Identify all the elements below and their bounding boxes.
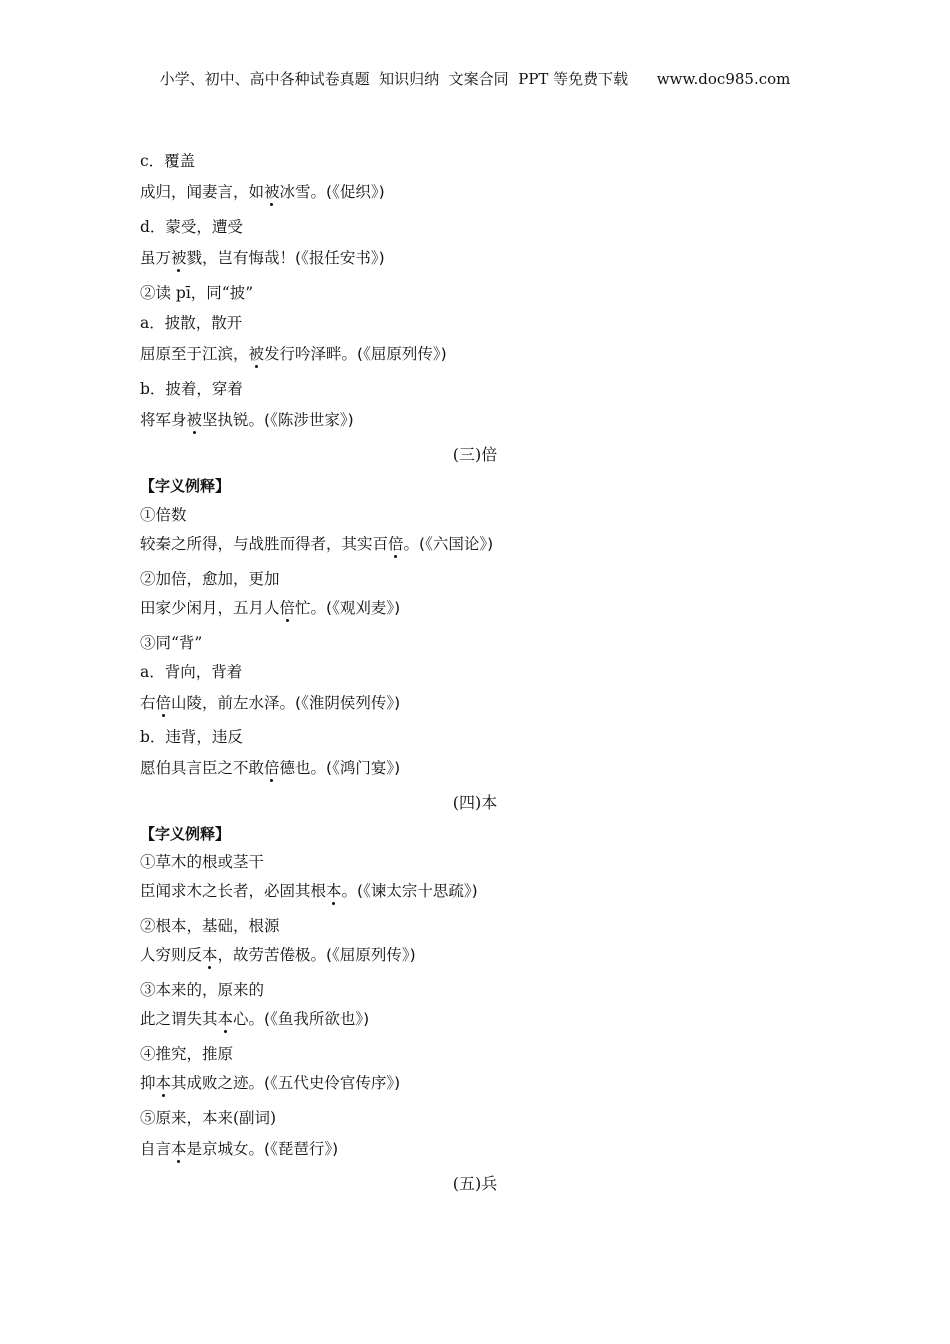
emphasized-character: 本: [171, 1140, 187, 1158]
emphasized-character: 本: [202, 946, 218, 964]
emphasized-character: 本: [217, 1010, 234, 1028]
section-heading: (五)兵: [452, 1174, 498, 1193]
sense-line: ④推究，推原: [140, 1045, 234, 1063]
sense-line: c．覆盖: [140, 152, 196, 170]
example-text: 右: [140, 694, 156, 712]
sense-line: ②加倍，愈加，更加: [140, 570, 280, 588]
example-text: 戮，岂有悔哉！(《报任安书》): [186, 249, 385, 267]
example-text: 愿伯具言臣之不敢: [140, 759, 265, 777]
sense-line: ③本来的，原来的: [140, 981, 265, 999]
sense-line: b．违背，违反: [140, 728, 243, 746]
sense-line: ⑤原来，本来(副词): [140, 1109, 277, 1127]
sense-line: ①倍数: [140, 506, 187, 524]
example-text: 是京城女。(《琵琶行》): [186, 1140, 339, 1158]
emphasized-character: 被: [264, 183, 280, 201]
emphasized-character: 倍: [264, 759, 280, 777]
sense-line: b．披着，穿着: [140, 380, 243, 398]
example-text: 自言: [140, 1140, 172, 1158]
example-sentence: [140, 181, 385, 203]
emphasized-character: 被: [171, 249, 187, 267]
example-text: 。(《谏太宗十思疏》): [341, 882, 478, 900]
sense-line: d．蒙受，遭受: [140, 218, 243, 236]
example-text: 抑: [140, 1074, 156, 1092]
example-sentence: [140, 880, 478, 902]
example-sentence: [140, 944, 416, 966]
example-sentence: [140, 409, 354, 431]
example-text: 发行吟泽畔。(《屈原列传》): [264, 345, 447, 363]
sense-line: ①草木的根或茎干: [140, 853, 265, 871]
example-text: 坚执锐。(《陈涉世家》): [202, 411, 354, 429]
emphasized-character: 本: [326, 882, 342, 900]
emphasized-character: 被: [248, 345, 265, 363]
sense-line: a．披散，散开: [140, 314, 243, 332]
example-text: 屈原至于江滨，: [140, 345, 249, 363]
example-text: 。(《六国论》): [403, 535, 494, 553]
example-text: 其成败之迹。(《五代史伶官传序》): [171, 1074, 401, 1092]
emphasized-character: 被: [186, 411, 203, 429]
example-sentence: [140, 757, 400, 779]
section-heading: (四)本: [452, 793, 498, 812]
example-text: 人穷则反: [140, 946, 203, 964]
example-text: 山陵，前左水泽。(《淮阴侯列传》): [171, 694, 401, 712]
example-sentence: [140, 692, 400, 714]
example-text: 虽万: [140, 249, 172, 267]
emphasized-character: 倍: [155, 694, 172, 712]
page-header: 小学、初中、高中各种试卷真题 知识归纳 文案合同 PPT 等免费下载 www.doc985.com: [159, 70, 791, 88]
sense-line: ②根本，基础，根源: [140, 917, 280, 935]
example-text: 将军身: [140, 411, 187, 429]
example-text: 较秦之所得，与战胜而得者，其实百: [140, 535, 389, 553]
sense-line: ②读 pī，同“披”: [140, 284, 254, 302]
example-sentence: [140, 533, 493, 555]
example-text: 成归，闻妻言，如: [140, 183, 265, 201]
example-text: 田家少闲月，五月人: [140, 599, 280, 617]
section-tag: 【字义例释】: [140, 477, 231, 495]
example-text: 此之谓失其: [140, 1010, 218, 1028]
example-sentence: [140, 1138, 338, 1160]
sense-line: a．背向，背着: [140, 663, 243, 681]
example-text: 臣闻求木之长者，必固其根: [140, 882, 327, 900]
example-text: 德也。(《鸿门宴》): [279, 759, 401, 777]
example-sentence: [140, 1008, 369, 1030]
example-text: 心。(《鱼我所欲也》): [233, 1010, 370, 1028]
example-sentence: [140, 247, 385, 269]
example-sentence: [140, 1072, 400, 1094]
emphasized-character: 本: [155, 1074, 172, 1092]
section-tag: 【字义例释】: [140, 825, 231, 843]
sense-line: ③同“背”: [140, 634, 203, 652]
example-sentence: [140, 597, 400, 619]
example-text: ，故劳苦倦极。(《屈原列传》): [217, 946, 416, 964]
example-text: 忙。(《观刈麦》): [295, 599, 401, 617]
example-sentence: [140, 343, 447, 365]
section-heading: (三)倍: [452, 445, 498, 464]
example-text: 冰雪。(《促织》): [279, 183, 385, 201]
emphasized-character: 倍: [388, 535, 404, 553]
emphasized-character: 倍: [279, 599, 296, 617]
